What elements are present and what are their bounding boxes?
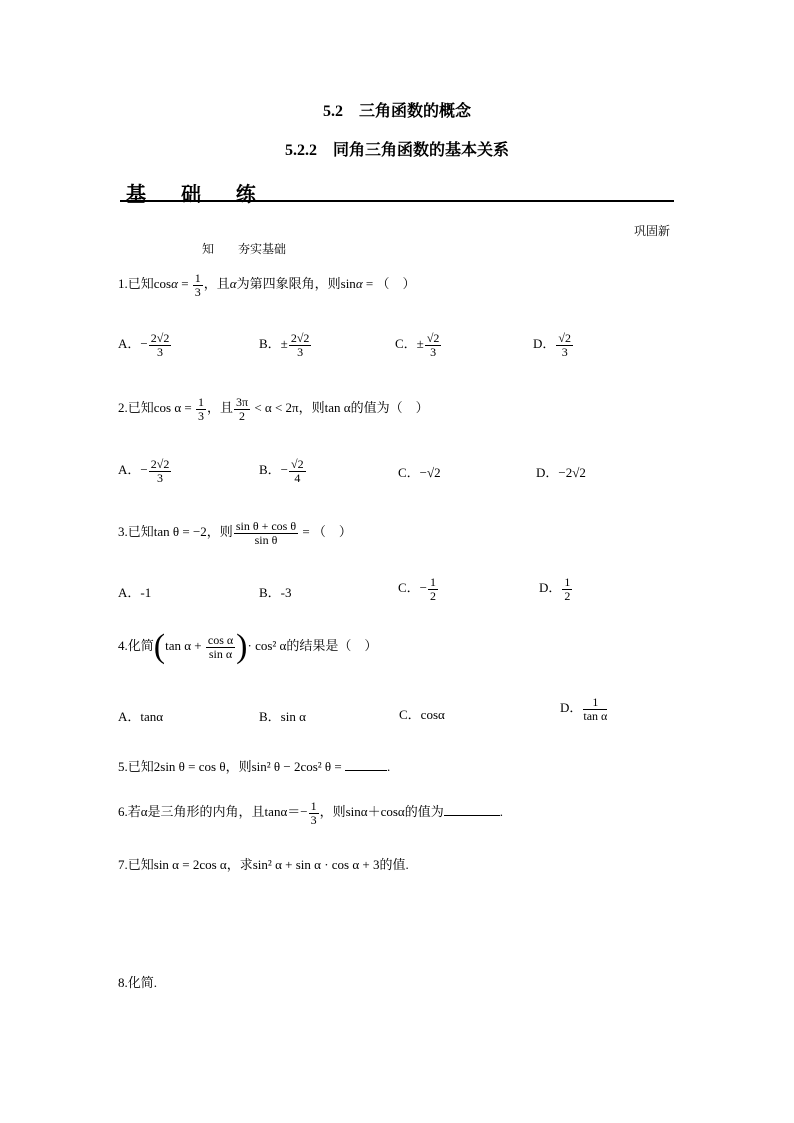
q1-num: 1	[194, 271, 201, 285]
q6-prefix: 6.若α是三角形的内角，且tanα＝−	[118, 804, 308, 820]
option-den: 3	[561, 344, 568, 359]
option-den: 2	[430, 588, 437, 603]
q2-den: 3	[198, 408, 204, 423]
option-label: A．	[118, 336, 141, 352]
q2-ineq: < α < 2π	[251, 400, 299, 416]
option-fraction	[149, 332, 172, 358]
option-den: 3	[297, 344, 304, 359]
option-den: tan α	[583, 708, 608, 723]
q3-mid: ，则	[206, 524, 233, 540]
option-label: B．	[259, 336, 281, 352]
q2-option-c[interactable]	[398, 462, 441, 481]
q7-expr: sin α = 2cos α	[153, 857, 227, 872]
option-label: C．	[398, 580, 420, 596]
q7-expr2: sin² α + sin α · cos α + 3	[252, 857, 380, 872]
option-fraction	[562, 576, 572, 602]
q2-option-d[interactable]	[536, 462, 586, 481]
option-num: 2√2	[150, 457, 170, 471]
q1-option-d[interactable]	[533, 332, 574, 358]
q2-prefix: 2.已知	[118, 400, 154, 416]
option-fraction	[425, 332, 442, 358]
option-den: 2	[564, 588, 571, 603]
section-divider	[120, 200, 674, 202]
q5-answer-blank[interactable]	[345, 760, 387, 771]
q6-tail: ，则sinα＋cosα的值为	[319, 804, 444, 820]
option-value: cosα	[420, 707, 445, 722]
q6-den: 3	[310, 812, 317, 827]
option-label: B．	[259, 462, 281, 478]
q3-option-b[interactable]	[259, 582, 292, 601]
q6-end: .	[499, 804, 503, 820]
option-num: √2	[426, 331, 440, 345]
q3-tail: = （ ）	[299, 524, 352, 540]
q1-mid2: 为第四象限角，则	[236, 276, 341, 292]
option-fraction	[149, 458, 172, 484]
note-left: 知 夯实基础	[202, 242, 287, 256]
q2-tan: tan α	[324, 400, 351, 416]
q4-left-paren: (	[153, 628, 166, 665]
option-value: −√2	[419, 465, 441, 480]
option-fraction	[289, 458, 306, 484]
option-label: D．	[560, 700, 583, 716]
q1-option-a[interactable]	[118, 332, 172, 358]
option-label: C．	[399, 707, 421, 722]
q7-tail: 的值.	[379, 857, 409, 872]
q2-num: 1	[198, 395, 204, 409]
page-title: 5.2 三角函数的概念	[322, 103, 471, 120]
question-5	[118, 756, 390, 775]
option-num: 1	[583, 696, 607, 710]
q5-mid: ，则	[225, 759, 252, 774]
q4-fraction	[206, 634, 235, 660]
option-label: D．	[536, 465, 559, 480]
option-value: −2√2	[558, 465, 586, 480]
section-heading: 基 础 练	[126, 182, 270, 206]
option-sign: ±	[280, 336, 288, 352]
option-num: √2	[558, 331, 571, 345]
option-label: A．	[118, 709, 141, 724]
option-num: √2	[291, 457, 304, 471]
q1-option-c[interactable]	[395, 332, 442, 358]
q4-option-c[interactable]	[399, 704, 445, 723]
q1-fraction	[193, 272, 203, 298]
q2-mid: ，且	[207, 400, 234, 416]
q2-option-a[interactable]	[118, 458, 172, 484]
question-6	[118, 800, 503, 826]
option-label: D．	[539, 580, 562, 596]
option-num: 2√2	[150, 331, 170, 345]
q1-cos: cos	[153, 276, 172, 292]
option-label: A．	[118, 462, 141, 478]
option-value: -3	[280, 585, 292, 600]
q5-expr2: sin² θ − 2cos² θ =	[251, 759, 345, 774]
option-label: A．	[118, 585, 141, 600]
option-sign: −	[140, 336, 148, 352]
option-sign: ±	[416, 336, 424, 352]
q4-right-paren: )	[236, 628, 248, 665]
q1-alpha: α	[171, 276, 178, 292]
option-value: tanα	[140, 709, 164, 724]
question-1	[118, 272, 415, 298]
q4-cos2: · cos² α	[247, 637, 287, 653]
option-num: 1	[564, 575, 571, 589]
option-label: B．	[259, 585, 281, 600]
option-fraction	[556, 332, 573, 358]
q5-tail: .	[387, 759, 391, 774]
q3-option-c[interactable]	[398, 576, 439, 602]
option-fraction	[289, 332, 312, 358]
option-value: -1	[140, 585, 152, 600]
q2-fnum: 3π	[236, 395, 249, 409]
q5-expr: 2sin θ = cos θ	[153, 759, 226, 774]
option-sign: −	[140, 462, 148, 478]
option-label: C．	[398, 465, 420, 480]
q3-prefix: 3.已知	[118, 524, 154, 540]
q5-prefix: 5.已知	[118, 759, 154, 774]
question-7	[118, 854, 409, 873]
q4-option-d[interactable]	[560, 696, 608, 722]
q4-den: sin α	[208, 646, 233, 661]
q7-prefix: 7.已知	[118, 857, 154, 872]
q1-mid: ，且	[203, 276, 230, 292]
q4-prefix: 4.化简	[118, 637, 154, 653]
option-den: 3	[157, 344, 164, 359]
q7-mid: ，求	[226, 857, 253, 872]
q2-tail2: 的值为（ ）	[350, 400, 429, 416]
q4-tail: 的结果是（ ）	[286, 637, 378, 653]
q8-text: 8.化简.	[118, 975, 158, 990]
option-den: 3	[430, 344, 437, 359]
q1-option-b[interactable]	[259, 332, 312, 358]
q1-alpha-3: α	[355, 276, 363, 292]
q2-fraction-2	[234, 396, 250, 422]
q1-prefix: 1.已知	[118, 276, 154, 292]
option-label: C．	[395, 336, 417, 352]
option-label: D．	[533, 336, 556, 352]
option-num: 1	[430, 575, 437, 589]
option-sign: −	[280, 462, 289, 478]
q3-option-a[interactable]	[118, 582, 151, 601]
note-right: 巩固新	[634, 224, 671, 238]
q6-fraction	[309, 800, 319, 826]
option-den: 4	[294, 470, 301, 485]
option-num: 2√2	[290, 331, 310, 345]
q6-num: 1	[310, 799, 317, 813]
q4-num: cos α	[207, 632, 234, 647]
q2-fden: 2	[239, 408, 246, 423]
q4-option-b[interactable]	[259, 706, 306, 725]
option-fraction	[583, 696, 607, 722]
q2-tail1: ，则	[298, 400, 325, 416]
page-subtitle: 5.2.2 同角三角函数的基本关系	[284, 142, 509, 159]
option-sign: −	[419, 580, 428, 596]
q1-sin: sin	[340, 276, 356, 292]
q3-num: sin θ + cos θ	[235, 519, 297, 533]
q1-den: 3	[194, 284, 201, 299]
q1-alpha-2: α	[229, 276, 237, 292]
option-den: 3	[157, 470, 164, 485]
q3-option-d[interactable]	[539, 576, 573, 602]
q2-fraction	[196, 396, 206, 422]
question-8	[118, 972, 157, 991]
q2-option-b[interactable]	[259, 458, 307, 484]
question-2	[118, 396, 429, 422]
q1-tail: = （ ）	[362, 276, 416, 292]
option-label: B．	[259, 709, 281, 724]
q2-expr: cos α =	[153, 400, 195, 416]
question-4	[118, 630, 377, 664]
question-3	[118, 520, 352, 546]
option-fraction	[428, 576, 438, 602]
q4-tan: tan α +	[165, 637, 205, 653]
q3-expr: tan θ = −2	[153, 524, 207, 540]
q3-den: sin θ	[254, 532, 278, 547]
q1-eq: =	[177, 276, 192, 292]
q3-fraction	[234, 520, 298, 546]
q4-option-a[interactable]	[118, 706, 163, 725]
option-value: sin α	[280, 709, 306, 724]
q6-answer-blank[interactable]	[444, 805, 500, 816]
